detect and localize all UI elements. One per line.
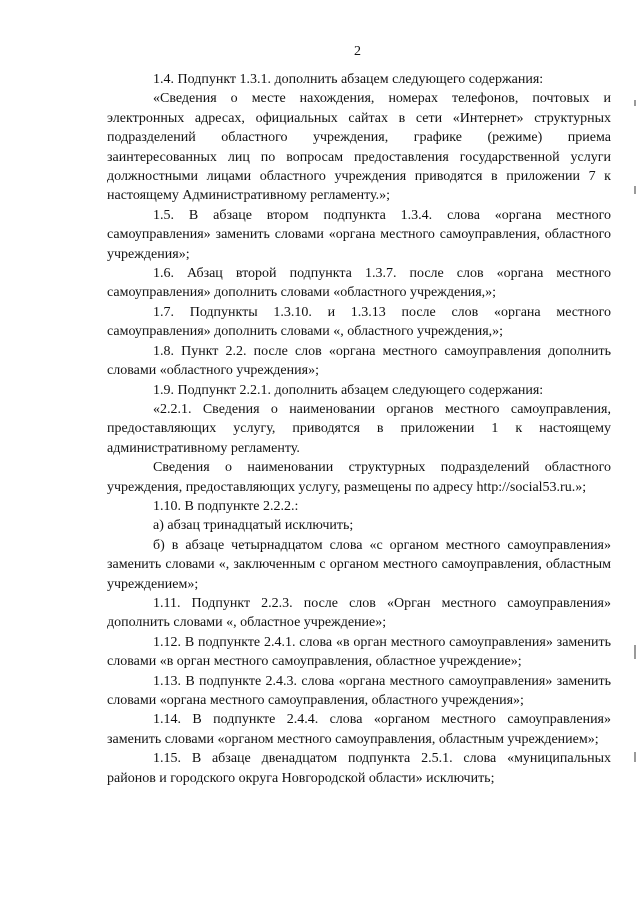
paragraph: 1.6. Абзац второй подпункта 1.3.7. после слов «органа местного самоуправления» дополнить словами «областного учреждения,»;	[107, 266, 611, 301]
paragraph: 1.11. Подпункт 2.2.3. после слов «Орган местного самоуправления» дополнить словами «, областное учреждение»;	[107, 595, 611, 631]
page-number: 2	[354, 44, 361, 59]
paragraph: 1.10. В подпункте 2.2.2.:	[153, 498, 299, 514]
paragraph: 1.13. В подпункте 2.4.3. слова «органа местного самоуправления» заменить словами «органа местного самоуправления, областного учреждения»;	[107, 673, 611, 708]
paragraph: 1.14. В подпункте 2.4.4. слова «органом местного самоуправления» заменить словами «органом местного самоуправления, областным учреждением»;	[107, 712, 611, 747]
scan-edge-mark	[634, 100, 636, 106]
paragraph: «2.2.1. Сведения о наименовании органов местного самоуправления, предоставляющих услугу, приводятся в приложении 1 к настоящему административному регламенту.	[107, 401, 611, 456]
paragraph: 1.5. В абзаце втором подпункта 1.3.4. слова «органа местного самоуправления» заменить словами «органа местного самоуправления, областного учреждения»;	[107, 207, 611, 262]
paragraph: б) в абзаце четырнадцатом слова «с органом местного самоуправления» заменить словами «, заключенным с органом местного самоуправления, областным учреждением»;	[107, 537, 611, 592]
scan-edge-mark	[634, 645, 636, 659]
paragraph: 1.9. Подпункт 2.2.1. дополнить абзацем следующего содержания:	[153, 382, 544, 398]
document-body	[107, 70, 611, 788]
paragraph: 1.8. Пункт 2.2. после слов «органа местного самоуправления дополнить словами «областного учреждения»;	[107, 343, 611, 379]
paragraph: «Сведения о месте нахождения, номерах телефонов, почтовых и электронных адресах, официальных сайтах в сети «Интернет» структурных подразделений областного учреждения, графике (режиме) приема заинтересованных лиц по вопросам предоставления государственной услуги должностными лицами областного учреждения приводятся в приложении 7 к настоящему Административному регламенту.»;	[107, 91, 611, 204]
paragraph: а) абзац тринадцатый исключить;	[153, 518, 354, 534]
scan-edge-mark	[634, 752, 636, 762]
paragraph: 1.12. В подпункте 2.4.1. слова «в орган местного самоуправления» заменить словами «в орган местного самоуправления, областное учреждение»;	[107, 634, 611, 670]
paragraph: Сведения о наименовании структурных подразделений областного учреждения, предоставляющих услугу, размещены по адресу http://social53.ru.»;	[107, 460, 611, 495]
paragraph: 1.7. Подпункты 1.3.10. и 1.3.13 после слов «органа местного самоуправления» дополнить словами «, областного учреждения,»;	[107, 304, 611, 340]
scan-edge-mark	[634, 186, 636, 194]
paragraph: 1.15. В абзаце двенадцатом подпункта 2.5.1. слова «муниципальных районов и городского округа Новгородской области» исключить;	[107, 751, 611, 786]
paragraph: 1.4. Подпункт 1.3.1. дополнить абзацем следующего содержания:	[153, 72, 544, 87]
